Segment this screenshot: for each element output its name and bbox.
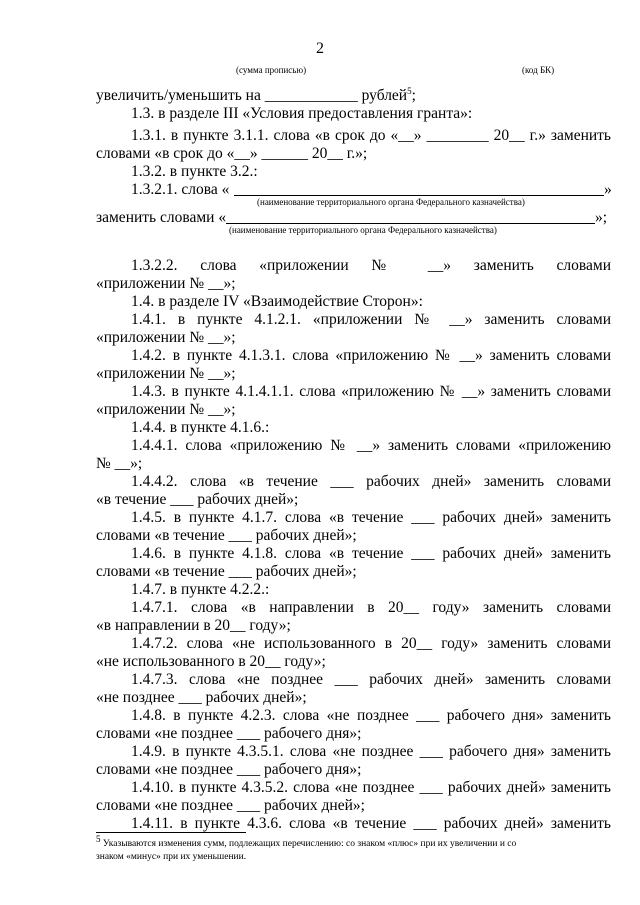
text-line: «не использованного в 20__ году»;	[96, 653, 326, 670]
text-line: заменить словами «	[96, 209, 227, 226]
text-line: 1.4.5. в пункте 4.1.7. слова «в течение ___ рабочих дней» заменить	[131, 509, 611, 526]
text-line: 1.4.2. в пункте 4.1.3.1. слова «приложению № __» заменить словами	[131, 347, 611, 364]
text-line: № __»;	[96, 455, 143, 472]
footnote-ref: 5	[407, 87, 412, 96]
line-text: увеличить/уменьшить на ____________ рублей	[96, 87, 408, 104]
text-line: «приложении № __»;	[96, 365, 236, 382]
text-line: 1.4.9. в пункте 4.3.5.1. слова «не позднее ___ рабочего дня» заменить	[131, 743, 611, 760]
text-line: 1.4.7.3. слова «не позднее ___ рабочих дней» заменить словами	[131, 671, 611, 688]
text-line: 1.4.7.1. слова «в направлении в 20__ году» заменить словами	[131, 599, 611, 616]
page-number: 2	[316, 40, 324, 57]
text-line: словами «в срок до «__» ______ 20__ г.»;	[96, 145, 368, 162]
text-line: 1.4.10. в пункте 4.3.5.2. слова «не позднее ___ рабочих дней» заменить	[131, 779, 611, 796]
footnote-line: знаком «минус» при их уменьшении.	[96, 852, 247, 862]
text-line: 1.4.7.2. слова «не использованного в 20__ году» заменить словами	[131, 635, 611, 652]
fill-blank	[226, 209, 595, 224]
text-line: 1.4.4.2. слова «в течение ___ рабочих дней» заменить словами	[131, 473, 611, 490]
text-line: »	[604, 181, 612, 198]
text-line: »;	[595, 209, 608, 226]
text-line: «приложении № __»;	[96, 275, 236, 292]
text-line: «не позднее ___ рабочих дней»;	[96, 689, 307, 706]
text-line: 1.4.3. в пункте 4.1.4.1.1. слова «приложению № __» заменить словами	[131, 383, 611, 400]
text-line: словами «в течение ___ рабочих дней»;	[96, 527, 357, 544]
text-line: словами «не позднее ___ рабочего дня»;	[96, 725, 362, 742]
line-tail: ;	[411, 87, 416, 104]
footnote-divider	[96, 832, 246, 833]
text-line: «в направлении в 20__ году»;	[96, 617, 291, 634]
text-line: словами «не позднее ___ рабочего дня»;	[96, 761, 362, 778]
text-line: 1.3.2.1. слова «	[131, 181, 230, 198]
text-line: 1.4.11. в пункте 4.3.6. слова «в течение ___ рабочих дней» заменить	[131, 815, 611, 832]
text-line: 1.4. в разделе IV «Взаимодействие Сторон»:	[131, 293, 423, 310]
text-line: 1.3. в разделе III «Условия предоставления гранта»:	[131, 105, 473, 122]
caption-budget-code: (код БК)	[522, 65, 555, 75]
footnote-mark: 5	[96, 833, 101, 844]
text-line	[96, 87, 611, 105]
text-line: 1.4.1. в пункте 4.1.2.1. «приложении № __» заменить словами	[131, 311, 611, 328]
footnote-text: Указываются изменения сумм, подлежащих перечислению: со знаком «плюс» при их увеличении и со	[102, 839, 517, 849]
text-line: 1.4.7. в пункте 4.2.2.:	[131, 581, 270, 598]
caption-sum-in-words: (сумма прописью)	[236, 65, 307, 75]
text-line: «приложении № __»;	[96, 401, 236, 418]
text-line: 1.4.8. в пункте 4.2.3. слова «не позднее ___ рабочего дня» заменить	[131, 707, 611, 724]
text-line: 1.3.2.2. слова «приложении № __» заменить словами	[131, 257, 611, 274]
text-line: «в течение ___ рабочих дней»;	[96, 491, 299, 508]
text-line: 1.3.1. в пункте 3.1.1. слова «в срок до «__» ________ 20__ г.» заменить	[131, 127, 611, 144]
text-line: 1.4.4.1. слова «приложению № __» заменить словами «приложению	[131, 437, 611, 454]
fill-blank	[234, 181, 604, 196]
text-line: 1.4.6. в пункте 4.1.8. слова «в течение ___ рабочих дней» заменить	[131, 545, 611, 562]
text-line: 1.3.2. в пункте 3.2.:	[131, 163, 258, 180]
text-line: словами «не позднее ___ рабочих дней»;	[96, 797, 365, 814]
text-line: 1.4.4. в пункте 4.1.6.:	[131, 419, 270, 436]
text-line: «приложении № __»;	[96, 329, 236, 346]
text-line: словами «в течение ___ рабочих дней»;	[96, 563, 357, 580]
caption-treasury-body: (наименование территориального органа Федерального казначейства)	[257, 197, 525, 207]
footnote-line	[96, 833, 611, 851]
caption-treasury-body: (наименование территориального органа Федерального казначейства)	[229, 225, 497, 235]
